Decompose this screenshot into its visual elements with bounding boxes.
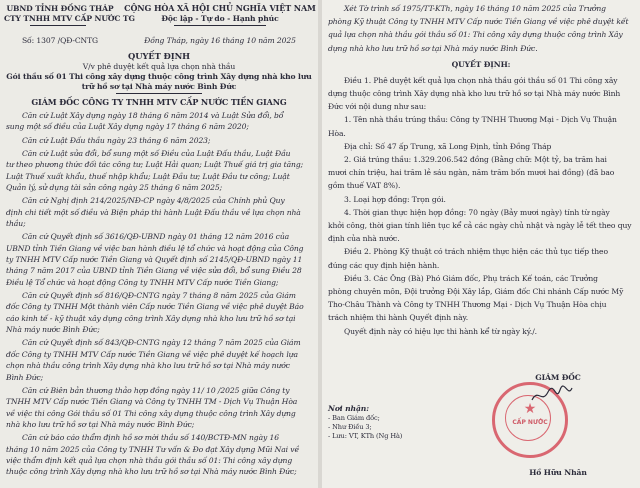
signer-title: GIÁM ĐỐC bbox=[535, 373, 581, 382]
body-line: Bình Đức; bbox=[6, 372, 44, 382]
body-line: dựng thuộc công trình Xây dựng nhà kho lưu trữ hồ sơ tại Nhà máy nước Bình bbox=[328, 89, 621, 98]
body-line: Điều 1. Phê duyệt kết quả lựa chọn nhà thầu gói thầu số 01 Thi công xây bbox=[344, 75, 618, 85]
org-line-2: CTY TNHH MTV CẤP NƯỚC TG bbox=[4, 14, 135, 23]
body-line: Điều lệ Tổ chức và hoạt động Công ty TNHH MTV Cấp nước Tiền Giang; bbox=[6, 277, 279, 287]
body-line: TNHH MTV Cấp nước Tiền Giang và Công ty TNHH TM - Dịch Vụ Thuận Hòa bbox=[6, 397, 298, 407]
body-line: Điều 3. Các Ông (Bà) Phó Giám đốc, Phụ trách Kế toán, các Trưởng bbox=[344, 273, 598, 283]
body-line: về việc thi công Gói thầu số 01 Thi công xây dựng thuộc công trình Xây dựng bbox=[6, 408, 296, 418]
body-line: QUYẾT ĐỊNH: bbox=[451, 59, 511, 69]
body-line: tháng 7 năm 2017 của UBND tỉnh Tiền Giang về việc sửa đổi, bổ sung Điều 28 bbox=[6, 266, 302, 276]
motto: Độc lập - Tự do - Hạnh phúc bbox=[161, 14, 279, 23]
director-heading: GIÁM ĐỐC CÔNG TY TNHH MTV CẤP NƯỚC TIỀN GIANG bbox=[31, 97, 287, 107]
document-title: QUYẾT ĐỊNH bbox=[128, 51, 190, 61]
body-line: việc thẩm định kết quả lựa chọn nhà thầu gói thầu số 01: Thi công xây dựng bbox=[6, 456, 293, 465]
body-line: định chi tiết một số điều và Biện pháp thi hành Luật Đấu thầu về lựa chọn nhà bbox=[6, 207, 301, 217]
subject-underline bbox=[116, 93, 202, 94]
body-line: định của nhà nước. bbox=[328, 234, 400, 244]
body-line: Quản lý, sử dụng tài sản công ngày 25 tháng 6 năm 2025; bbox=[6, 183, 223, 192]
seal-star-icon: ★ bbox=[523, 401, 537, 417]
body-line: ty TNHH MTV Cấp nước Tiền Giang và Quyết định số 2145/QĐ-UBND ngày 11 bbox=[6, 255, 303, 264]
doc-number: Số: 1307 /QĐ-CNTG bbox=[21, 36, 99, 45]
body-line: Căn cứ Biên bản thương thảo hợp đồng ngày 11/ 10 /2025 giữa Công ty bbox=[22, 385, 290, 395]
org-underline bbox=[30, 25, 86, 26]
body-line: sung một số điều của Luật Xây dựng ngày 17 tháng 6 năm 2020; bbox=[6, 122, 249, 132]
recipients-heading: Nơi nhận: bbox=[328, 404, 369, 413]
recipient-3: - Lưu: VT, KTh (Ng Hà) bbox=[328, 432, 403, 440]
body-line: cáo kinh tế - kỹ thuật xây dựng công trình Xây dựng nhà kho lưu trữ hồ sơ tại bbox=[6, 313, 296, 323]
body-line: Căn cứ Nghị định 214/2025/NĐ-CP ngày 4/8/2025 của Chính phủ Quy bbox=[22, 196, 285, 206]
body-line: phòng Kỹ thuật Công ty TNHH MTV Cấp nước Tiền Giang về việc phê duyệt kết bbox=[328, 17, 629, 27]
body-line: phòng chuyên môn, Đội trưởng Đội Xây lắp, Giám đốc Chi nhánh Cấp nước Mỹ bbox=[328, 287, 624, 296]
body-line: tư theo phương thức đối tác công tư; Luật Hải quan; Luật Thuế giá trị gia tăng; bbox=[6, 160, 304, 170]
body-line: 2. Giá trúng thầu: 1.329.206.542 đồng (Bằng chữ: Một tỷ, ba trăm hai bbox=[344, 155, 607, 164]
signature-mark bbox=[530, 384, 574, 406]
nation-header: CỘNG HÒA XÃ HỘI CHỦ NGHĨA VIỆT NAM bbox=[124, 3, 316, 13]
body-line: nhà kho lưu trữ hồ sơ tại Nhà máy nước Bình Đức; bbox=[6, 420, 195, 429]
body-line: Căn cứ Quyết định số 3616/QĐ-UBND ngày 01 tháng 12 năm 2016 của bbox=[22, 232, 290, 242]
body-line: quả lựa chọn nhà thầu gói thầu số 01: Thi công xây dựng thuộc công trình Xây bbox=[328, 30, 623, 40]
body-line: gồm thuế VAT 8%). bbox=[328, 181, 401, 191]
body-line: Căn cứ Quyết định số 843/QĐ-CNTG ngày 12 tháng 7 năm 2025 của Giám bbox=[22, 338, 301, 348]
body-line: Địa chỉ: Số 47 ấp Trung, xã Long Định, tỉnh Đồng Tháp bbox=[344, 141, 552, 151]
subject-line-3: trữ hồ sơ tại Nhà máy nước Bình Đức bbox=[81, 82, 237, 91]
body-line: trách nhiệm thi hành Quyết định này. bbox=[328, 313, 469, 323]
body-line: Tho-Châu Thành và Công ty TNHH Thương Mại - Dịch Vụ Thuận Hòa chịu bbox=[328, 300, 607, 310]
document-date: Đồng Tháp, ngày 16 tháng 10 năm 2025 bbox=[144, 36, 296, 45]
page-right bbox=[322, 0, 640, 488]
body-line: Hòa. bbox=[328, 128, 346, 138]
body-line: đốc Công ty TNHH MTV Cấp nước Tiền Giang về việc phê duyệt kế hoạch lựa bbox=[6, 349, 298, 359]
recipient-1: - Ban Giám đốc; bbox=[328, 414, 380, 422]
page-left bbox=[0, 0, 318, 488]
body-line: Căn cứ Luật sửa đổi, bổ sung một số Điều của Luật Đấu thầu, Luật Đầu bbox=[22, 148, 291, 158]
body-line: chọn nhà thầu công trình Xây dựng nhà kho lưu trữ hồ sơ tại Nhà máy nước bbox=[6, 361, 290, 371]
body-line: Căn cứ Luật Xây dựng ngày 18 tháng 6 năm 2014 và Luật Sửa đổi, bổ bbox=[22, 111, 284, 120]
body-line: thầu; bbox=[6, 219, 26, 228]
body-line: UBND tỉnh Tiền Giang về việc ban hành điều lệ tổ chức và hoạt động của Công bbox=[6, 243, 304, 253]
motto-underline bbox=[174, 25, 266, 26]
subject-line-2: Gói thầu số 01 Thi công xây dựng thuộc công trình Xây dựng nhà kho lưu bbox=[6, 72, 312, 81]
body-line: dựng nhà kho lưu trữ hồ sơ tại Nhà máy nước Bình Đức. bbox=[328, 43, 538, 53]
body-line: Luật Thuế xuất khẩu, thuế nhập khẩu; Luật Đầu tư; Luật Đầu tư công; Luật bbox=[6, 171, 290, 181]
recipient-2: - Như Điều 3; bbox=[328, 423, 372, 431]
body-line: Xét Tờ trình số 1975/TT-KTh, ngày 16 tháng 10 năm 2025 của Trưởng bbox=[344, 4, 606, 13]
body-line: khởi công, thời gian tính liên tục kể cả các ngày chủ nhật và ngày lễ tết theo quy bbox=[328, 221, 632, 230]
body-line: Căn cứ Luật Đấu thầu ngày 23 tháng 6 năm 2023; bbox=[22, 135, 211, 145]
body-line: 4. Thời gian thực hiện hợp đồng: 70 ngày (Bảy mươi ngày) tính từ ngày bbox=[344, 207, 610, 217]
signer-name: Hồ Hữu Nhân bbox=[529, 468, 587, 477]
org-line-1: UBND TỈNH ĐỒNG THÁP bbox=[6, 4, 114, 13]
body-line: đốc Công ty TNHH Một thành viên Cấp nước Tiền Giang về việc phê duyệt Báo bbox=[6, 302, 304, 312]
subject-line-1: V/v phê duyệt kết quả lựa chọn nhà thầu bbox=[82, 62, 236, 71]
body-line: tháng 10 năm 2025 của Công ty TNHH Tư vấn & Đo đạt Xây dựng Mũi Nai về bbox=[6, 444, 300, 454]
body-line: Điều 2. Phòng Kỹ thuật có trách nhiệm thực hiện các thủ tục tiếp theo bbox=[344, 247, 608, 257]
body-line: Nhà máy nước Bình Đức; bbox=[6, 325, 100, 335]
body-line: 3. Loại hợp đồng: Trọn gói. bbox=[344, 194, 446, 204]
body-line: đúng các quy định hiện hành. bbox=[328, 260, 440, 270]
body-line: Quyết định này có hiệu lực thi hành kể từ ngày ký./. bbox=[344, 326, 537, 336]
body-line: Căn cứ báo cáo thẩm định hồ sơ mời thầu số 140/BCTĐ-MN ngày 16 bbox=[22, 433, 279, 443]
body-line: mươi chín triệu, hai trăm lẻ sáu ngàn, năm trăm bốn mươi hai đồng) (đã bao bbox=[328, 168, 615, 178]
body-line: 1. Tên nhà thầu trúng thầu: Công ty TNHH Thương Mại - Dịch Vụ Thuận bbox=[344, 115, 617, 125]
body-line: Căn cứ Quyết định số 816/QĐ-CNTG ngày 7 tháng 8 năm 2025 của Giám bbox=[22, 291, 296, 300]
body-line: Đức với nội dung như sau: bbox=[328, 102, 427, 112]
body-line: thuộc công trình Xây dựng nhà kho lưu trữ hồ sơ tại Nhà máy nước Bình Đức; bbox=[6, 467, 297, 477]
seal-text: CẤP NƯỚC bbox=[512, 419, 548, 426]
